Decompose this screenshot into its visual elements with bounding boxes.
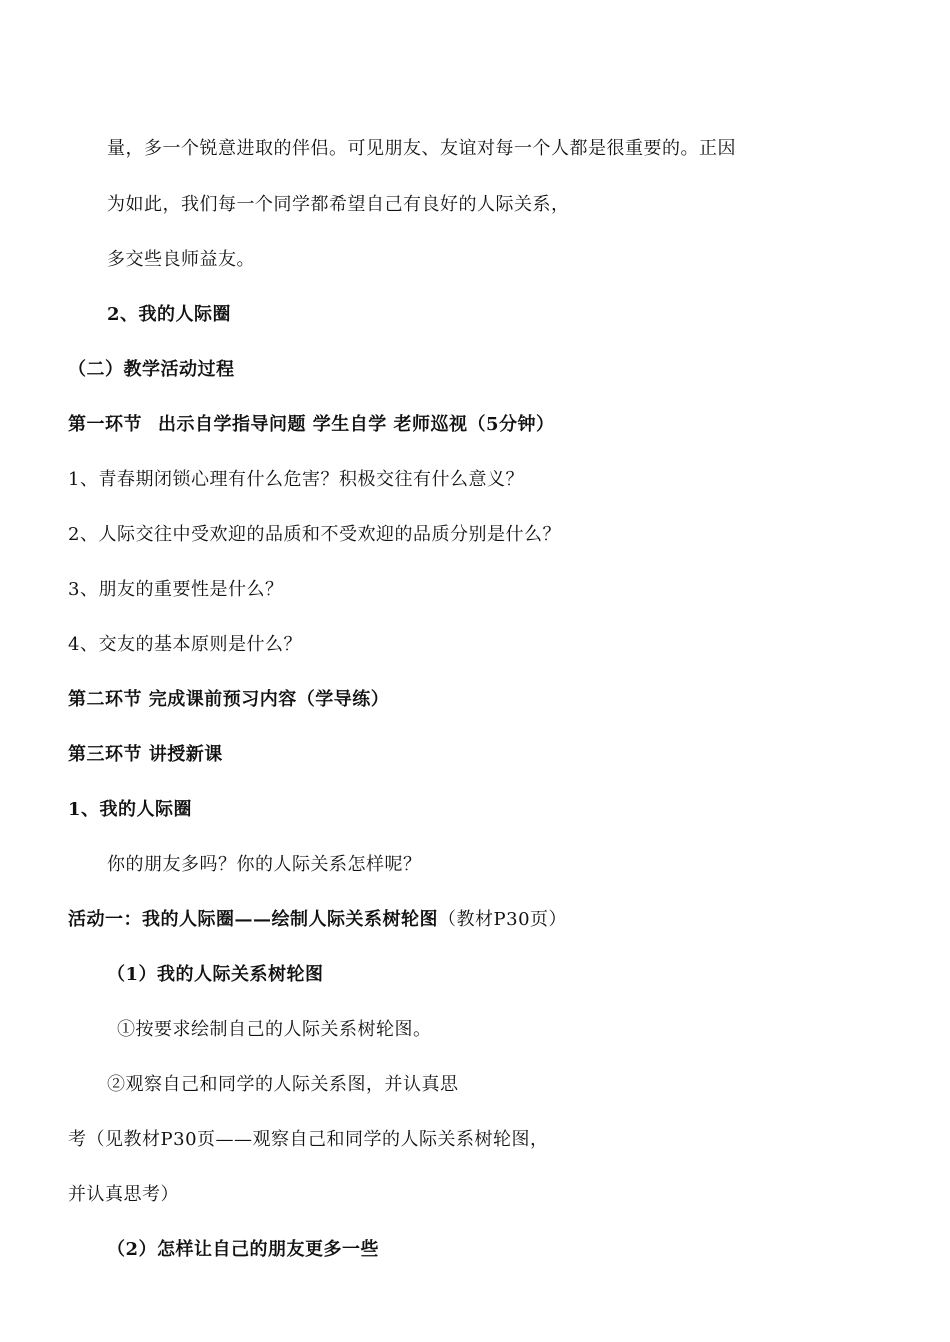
subsection-heading: （2）怎样让自己的朋友更多一些 (107, 1239, 380, 1260)
question-item: 3、朋友的重要性是什么？ (68, 579, 284, 600)
question-item: 2、人际交往中受欢迎的品质和不受欢迎的品质分别是什么？ (68, 524, 561, 545)
step-heading (68, 413, 555, 437)
question-item: 4、交友的基本原则是什么？ (68, 634, 302, 655)
step-heading: 第二环节 完成课前预习内容（学导练） (68, 689, 390, 710)
paragraph-line: 考（见教材P30页——观察自己和同学的人际关系树轮图， (68, 1129, 549, 1150)
activity-title: 活动一：我的人际圈——绘制人际关系树轮图 (68, 909, 438, 930)
activity-heading (68, 908, 567, 932)
question-item: 1、青春期闭锁心理有什么危害？积极交往有什么意义？ (68, 469, 524, 490)
step-heading: 第三环节 讲授新课 (68, 744, 223, 765)
activity-reference: （教材P30页） (438, 909, 568, 930)
step-title: 出示自学指导问题 学生自学 老师巡视（5分钟） (158, 414, 555, 435)
paragraph-line: 多交些良师益友。 (107, 249, 255, 270)
paragraph-line: 你的朋友多吗？你的人际关系怎样呢？ (107, 854, 422, 875)
paragraph-line: 量，多一个锐意进取的伴侣。可见朋友、友谊对每一个人都是很重要的。正因 (107, 138, 736, 159)
subsection-heading: （1）我的人际关系树轮图 (107, 964, 324, 985)
paragraph-line: ②观察自己和同学的人际关系图，并认真思 (107, 1074, 459, 1095)
paragraph-line: 为如此，我们每一个同学都希望自己有良好的人际关系， (107, 194, 570, 215)
section-heading: （二）教学活动过程 (68, 359, 235, 380)
paragraph-line: ①按要求绘制自己的人际关系树轮图。 (117, 1019, 432, 1040)
section-heading: 1、我的人际圈 (68, 799, 193, 820)
step-label: 第一环节 (68, 414, 142, 435)
paragraph-line: 并认真思考） (68, 1184, 179, 1205)
section-heading: 2、我的人际圈 (107, 304, 232, 325)
